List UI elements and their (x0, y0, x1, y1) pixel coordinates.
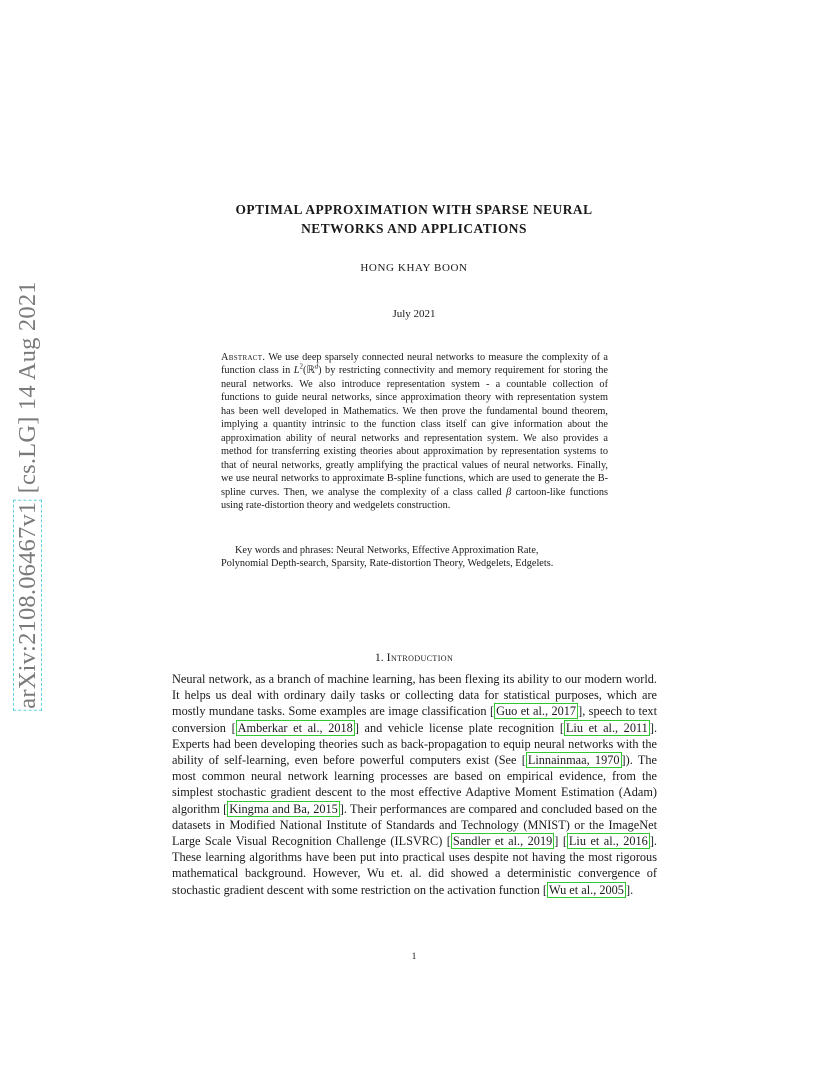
paper-title (160, 200, 668, 238)
citation-link[interactable]: [ Amberkar et al., 2018 ] (231, 720, 359, 735)
body-text-3: and vehicle license plate recognition (358, 720, 560, 735)
citation-link[interactable]: [ Wu et al., 2005 ] (542, 882, 631, 897)
math-open: (ℝ (303, 365, 315, 377)
body-text-2: , speech to text conversion (172, 704, 657, 735)
author-name: HONG KHAY BOON (360, 262, 468, 274)
citation-link[interactable]: [ Liu et al., 2011 ] (559, 720, 654, 735)
page-number: 1 (411, 952, 417, 962)
abstract-text-1: We use deep sparsely connected neural networks to measure the complexity of a function class in (221, 352, 608, 377)
keywords-line-2: Polynomial Depth-search, Sparsity, Rate-distortion Theory, Wedgelets, Edgelets. (221, 558, 554, 570)
citation-link[interactable]: [ Guo et al., 2017 ] (490, 704, 583, 719)
citation-link[interactable]: [ Liu et al., 2016 ] (562, 834, 654, 849)
citation-link[interactable]: [ Kingma and Ba, 2015 ] (223, 801, 344, 816)
section-heading (160, 650, 668, 665)
abstract-text-3: cartoon-like functions using rate-distortion theory and wedgelets construction. (221, 486, 609, 511)
section-number: 1. (374, 650, 384, 664)
arxiv-id-link[interactable]: arXiv:2108.06467v1 (14, 501, 41, 709)
section-title: Introduction (386, 650, 454, 664)
abstract (221, 351, 608, 512)
abstract-text-2: by restricting connectivity and memory requirement for storing the neural networks. We also introduce representation system - a countable collection of functions to guide neural networks, since approximation theory with representation system has been well developed in Mathematics. We then prove the fundamental bound theorem, implying a quantity intrinsic to the function class itself can give information about the approximation ability of neural networks and representation system. We also provides a method for transferring existing theories about approximation by representation systems to that of neural networks, greatly amplifying the practical values of neural networks. Finally, we use neural networks to approximate B-spline functions, which are used to generate the B-spline curves. Then, we analyse the complexity of a class called (221, 365, 608, 498)
body-text-9: . (630, 882, 634, 897)
keywords-line-1: Neural Networks, Effective Approximation Rate, (333, 545, 539, 556)
intro-paragraph (172, 671, 657, 898)
math-close: ) (318, 365, 322, 377)
body-text-5: ). The most common neural network learning processes are based on empirical evidence, from the simplest stochastic gradient descent to the most effective Adaptive Moment Estimation (Adam) algorithm (172, 753, 657, 816)
math-beta: β (506, 486, 512, 498)
arxiv-date: 14 Aug 2021 (14, 281, 41, 411)
math-sup-2: 2 (299, 363, 304, 372)
body-text-8: . These learning algorithms have been put into practical uses despite not having the most rigorous mathematical background. However, Wu et. al. did showed a deterministic convergence of stochastic gradient descent with some restriction on the activation function (172, 834, 657, 897)
abstract-label: Abstract. (221, 352, 266, 363)
arxiv-stamp (14, 258, 42, 734)
citation-link[interactable]: [ Linnainmaa, 1970 ] (521, 753, 626, 768)
title-line-2: NETWORKS AND APPLICATIONS (301, 221, 527, 236)
math-sup-d: d (314, 363, 319, 372)
keywords (221, 544, 621, 571)
body-text-6: . Their performances are compared and concluded based on the datasets in Modified National Institute of Standards and Technology (MNIST) or the ImageNet Large Scale Visual Recognition Challenge (ILSVRC) (172, 801, 657, 849)
keywords-label: Key words and phrases: (235, 545, 334, 556)
arxiv-category: [cs.LG] (14, 416, 41, 494)
title-line-1: OPTIMAL APPROXIMATION WITH SPARSE NEURAL (235, 202, 593, 217)
math-L: L (293, 365, 300, 377)
paper-date: July 2021 (392, 308, 436, 320)
body-text-1: Neural network, as a branch of machine learning, has been flexing its ability to our modern world. It helps us deal with ordinary daily tasks or collecting data for statistical purposes, which are mostly mundane tasks. Some examples are image classification (172, 672, 657, 719)
body-text-4: . Experts had been developing theories such as back-propagation to equip neural networks with the ability of self-learning, even before powerful computers exist (See (172, 720, 658, 768)
citation-link[interactable]: [ Sandler et al., 2019 ] (446, 834, 559, 849)
